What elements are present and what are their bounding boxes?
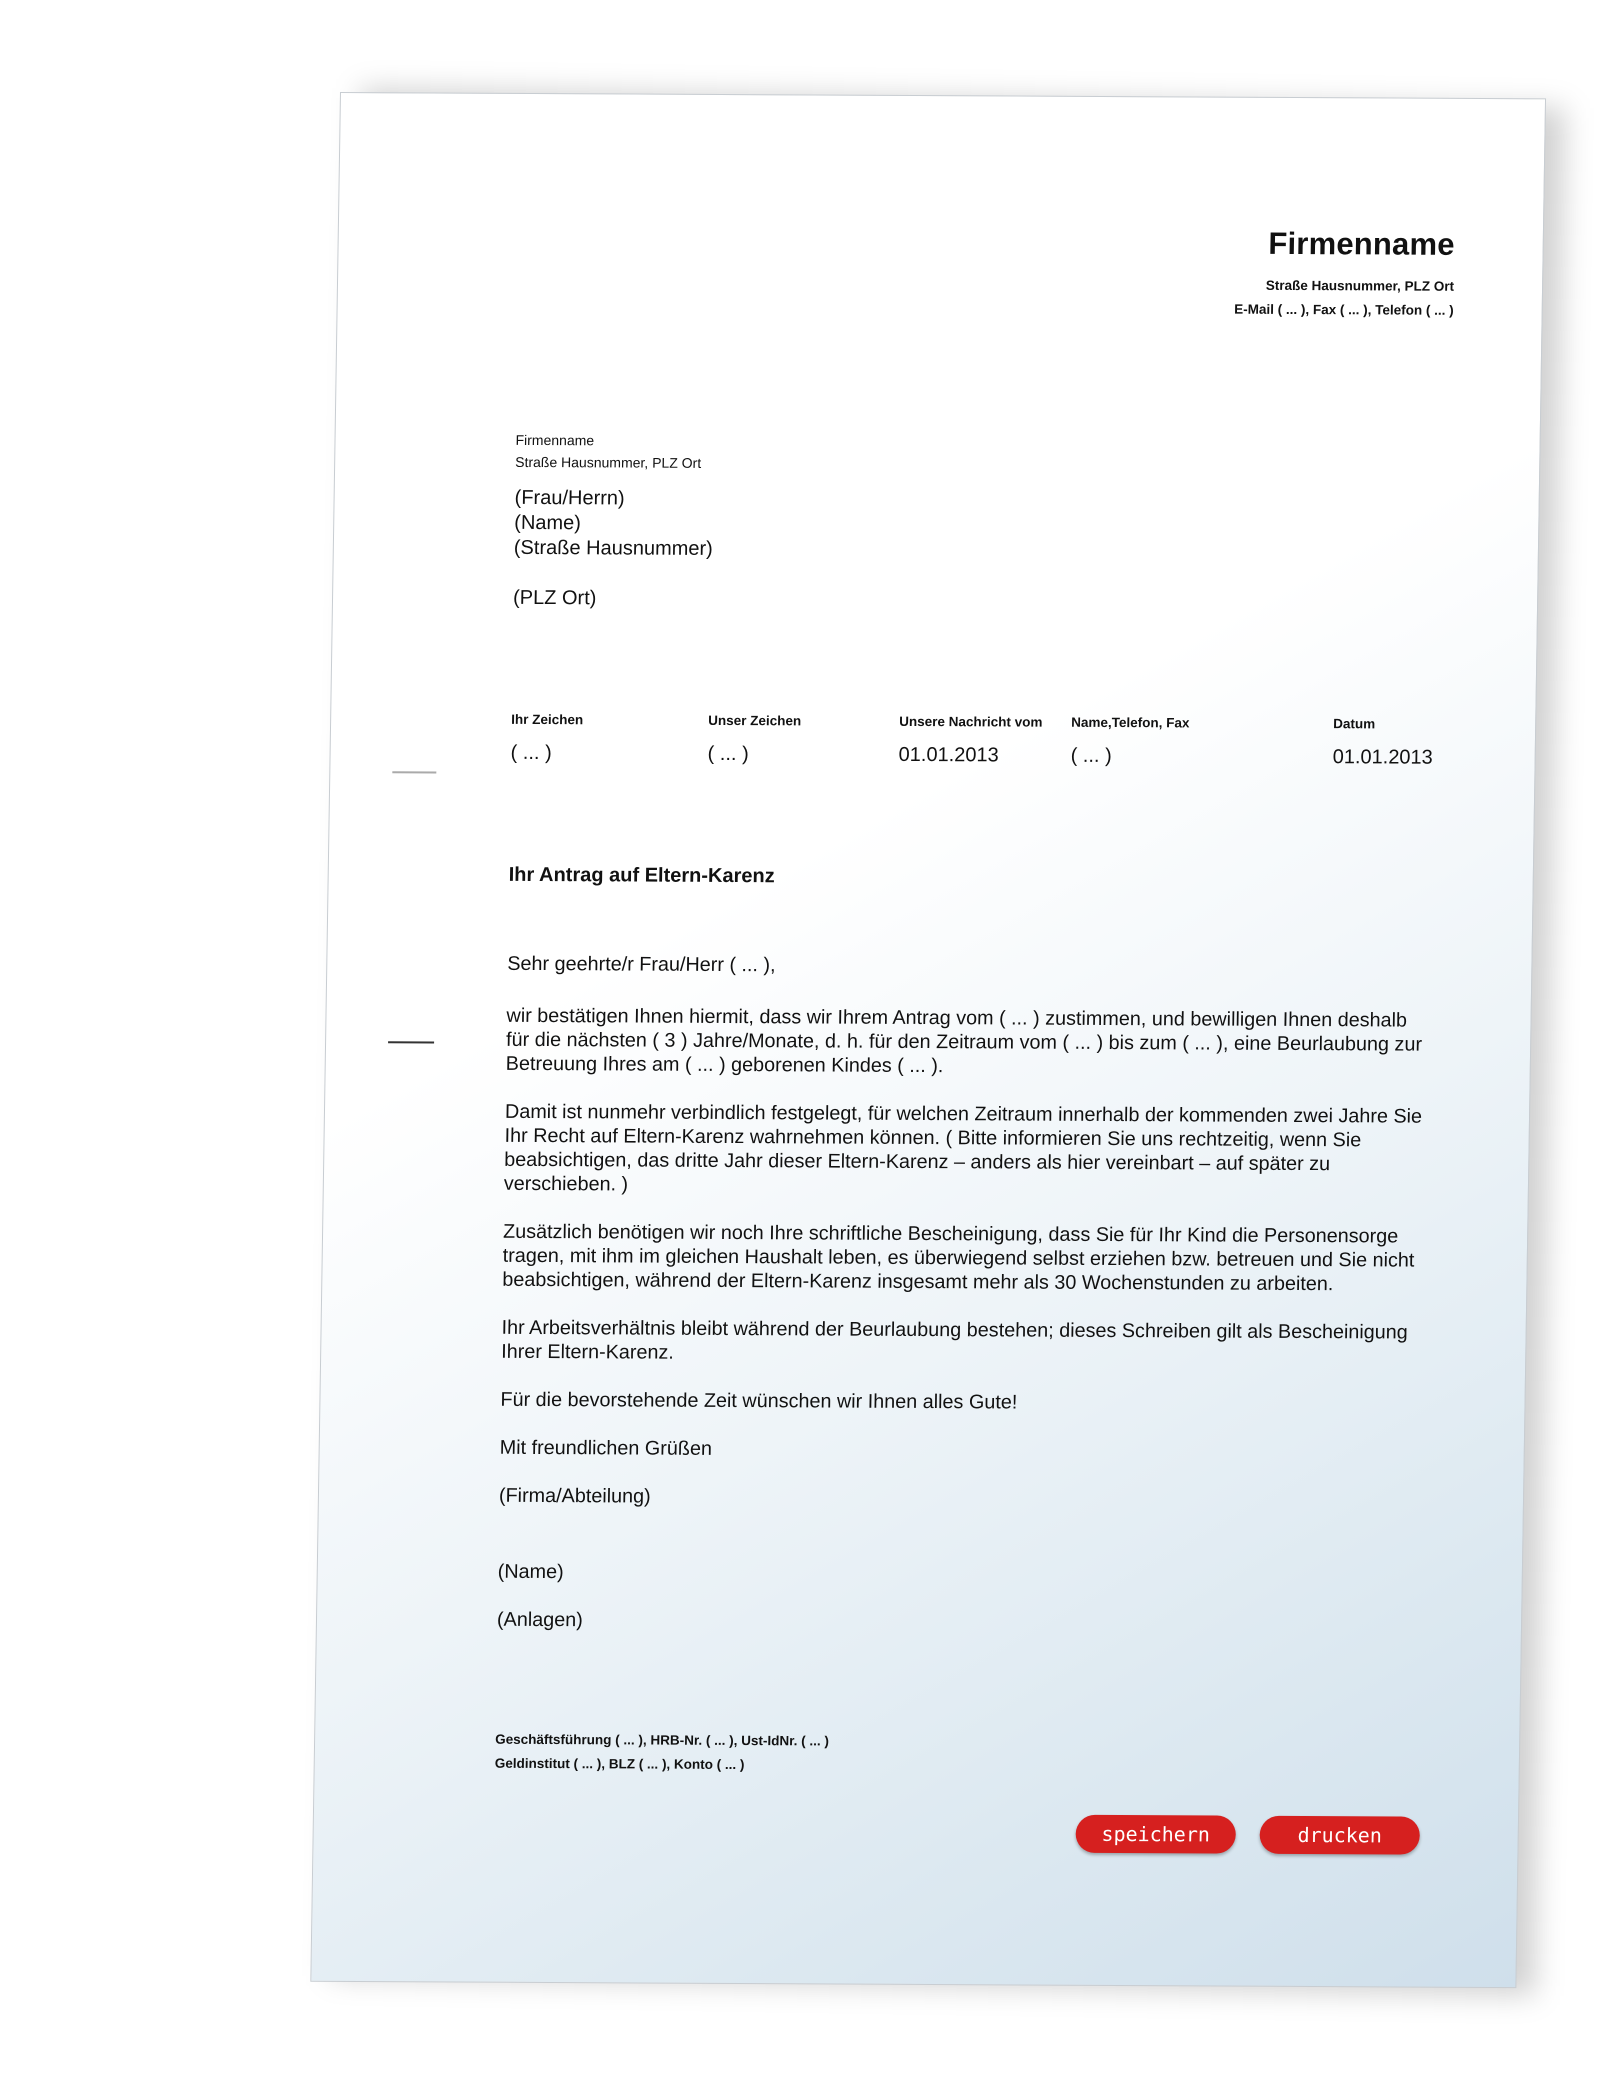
footer-line-2: Geldinstitut ( ... ), BLZ ( ... ), Konto ( ... )	[494, 1755, 745, 1773]
ref-label-your-sign: Ihr Zeichen	[511, 711, 584, 728]
ref-value-your-sign: ( ... )	[510, 741, 552, 765]
letter-body	[496, 952, 1427, 1661]
body-paragraph-4: Ihr Arbeitsverhältnis bleibt während der Beurlaubung bestehen; dieses Schreiben gilt als Bescheinigung Ihrer Eltern-Karenz.	[501, 1316, 1408, 1364]
print-button[interactable]: drucken	[1259, 1816, 1420, 1855]
save-button[interactable]: speichern	[1075, 1815, 1236, 1854]
ref-label-contact: Name,Telefon, Fax	[1071, 714, 1190, 731]
body-signer: (Name)	[497, 1560, 564, 1584]
recipient-salutation: (Frau/Herrn)	[514, 486, 625, 510]
sender-name: Firmenname	[515, 431, 595, 449]
body-paragraph-5: Für die bevorstehende Zeit wünschen wir Ihnen alles Gute!	[500, 1388, 1018, 1414]
ref-value-our-sign: ( ... )	[707, 742, 749, 766]
ref-label-date: Datum	[1333, 716, 1376, 732]
sender-address: Straße Hausnummer, PLZ Ort	[515, 453, 702, 471]
ref-value-our-message: 01.01.2013	[898, 743, 999, 767]
recipient-name: (Name)	[514, 511, 582, 535]
letterhead-company-name: Firmenname	[1268, 225, 1456, 262]
body-attachments: (Anlagen)	[496, 1608, 583, 1632]
body-greeting: Sehr geehrte/r Frau/Herr ( ... ),	[507, 952, 776, 977]
recipient-city: (PLZ Ort)	[512, 586, 597, 610]
letter-page	[310, 92, 1546, 1988]
fold-mark-middle	[388, 1041, 434, 1043]
letter-subject: Ihr Antrag auf Eltern-Karenz	[508, 863, 775, 888]
body-paragraph-2: Damit ist nunmehr verbindlich festgelegt, für welchen Zeitraum innerhalb der kommenden zwei Jahre Sie Ihr Recht auf Eltern-Karenz wahrnehmen können. ( Bitte informieren Sie uns rechtzeitig, wenn Sie beabsichtigen, das dritte Jahr dieser Eltern-Karenz – anders als hier vereinbart – auf später zu verschieben. )	[503, 1100, 1423, 1196]
footer-line-1: Geschäftsführung ( ... ), HRB-Nr. ( ... ), Ust-IdNr. ( ... )	[495, 1731, 830, 1749]
ref-label-our-sign: Unser Zeichen	[708, 712, 802, 729]
body-paragraph-1: wir bestätigen Ihnen hiermit, dass wir Ihrem Antrag vom ( ... ) zustimmen, und bewilligen Ihnen deshalb für die nächsten ( 3 ) Jahre/Monate, d. h. für den Zeitraum vom ( ... ) bis zum ( ... ), eine Beurlaubung zur Betreuung Ihres am ( ... ) geborenen Kindes ( ... ).	[505, 1004, 1423, 1078]
ref-label-our-message: Unsere Nachricht vom	[899, 713, 1043, 730]
ref-value-date: 01.01.2013	[1332, 746, 1433, 769]
fold-mark-top	[392, 771, 436, 773]
recipient-street: (Straße Hausnummer)	[513, 536, 713, 560]
letterhead-address: Straße Hausnummer, PLZ Ort	[1265, 277, 1455, 294]
body-closing: Mit freundlichen Grüßen	[499, 1436, 713, 1460]
ref-value-contact: ( ... )	[1070, 744, 1112, 768]
body-paragraph-3: Zusätzlich benötigen wir noch Ihre schriftliche Bescheinigung, dass Sie für Ihr Kind die Personensorge tragen, mit ihm im gleichen Haushalt leben, es überwiegend selbst erziehen bzw. betreuen und Sie nicht beabsichtigen, während der Eltern-Karenz insgesamt mehr als 30 Wochenstunden zu arbeiten.	[502, 1220, 1415, 1296]
body-company: (Firma/Abteilung)	[498, 1484, 651, 1508]
letterhead-contact: E-Mail ( ... ), Fax ( ... ), Telefon ( ... )	[1234, 301, 1454, 318]
